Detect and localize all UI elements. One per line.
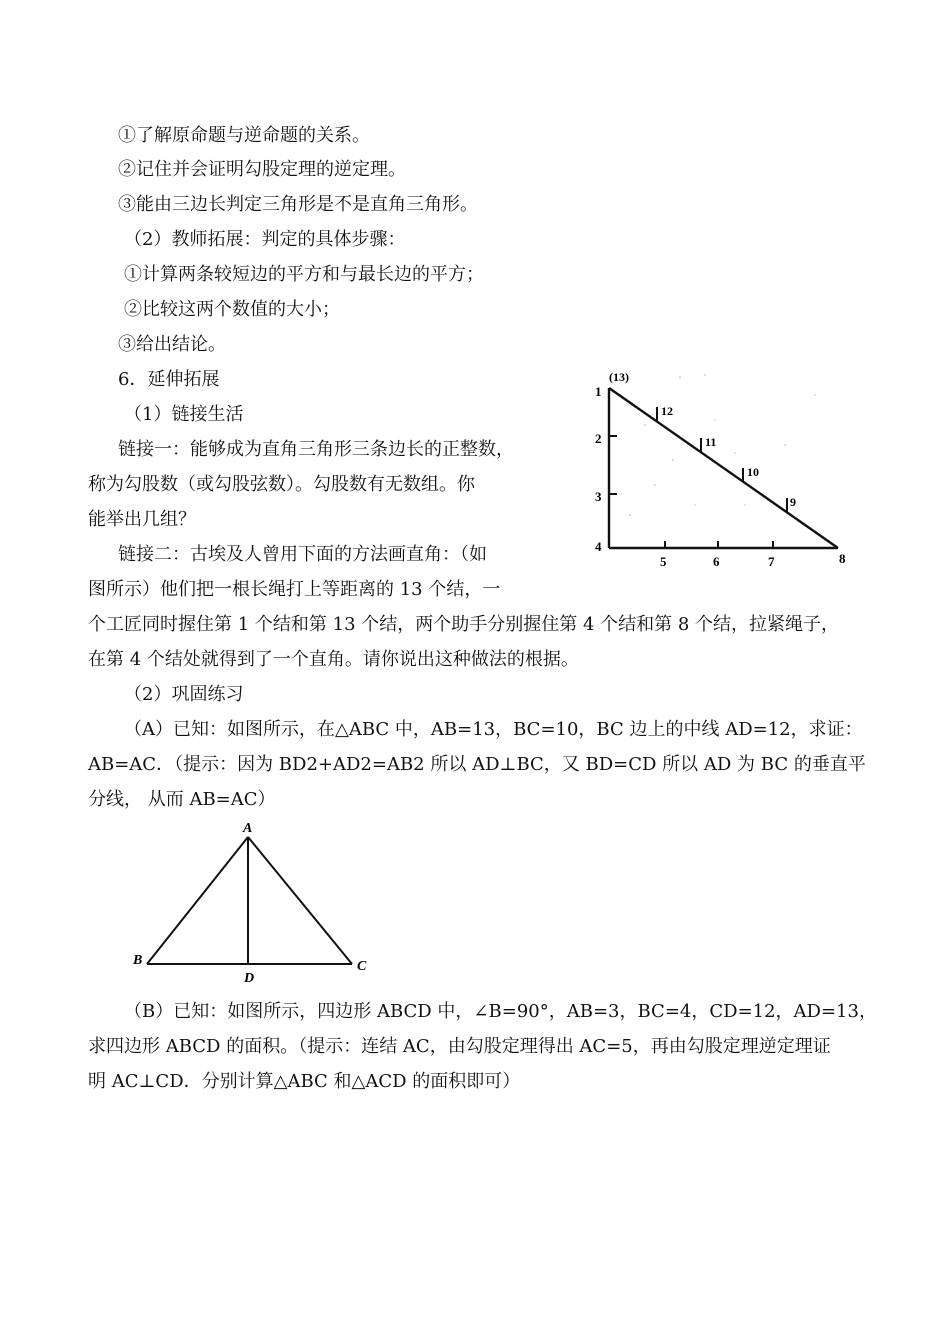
label-knot-8: 8 (839, 551, 846, 566)
goal-2: ②记住并会证明勾股定理的逆定理。 (118, 159, 406, 180)
step-2: ②比较这两个数值的大小； (124, 299, 340, 320)
label-13: (13) (609, 370, 629, 384)
link2-line-4: 在第 4 个结处就得到了一个直角。请你说出这种做法的根据。 (88, 649, 579, 670)
label-b: B (133, 953, 143, 968)
label-knot-4: 4 (595, 539, 602, 554)
label-knot-2: 2 (595, 431, 602, 446)
label-knot-7: 7 (768, 554, 775, 569)
subsection-link-life: （1）链接生活 (124, 404, 244, 425)
teacher-extension-heading: （2）教师拓展：判定的具体步骤： (124, 229, 406, 250)
link2-line-3: 个工匠同时握住第 1 个结和第 13 个结，两个助手分别握住第 4 个结和第 8 个结，拉紧绳子， (88, 614, 840, 635)
label-knot-1: 1 (595, 384, 602, 399)
subsection-practice: （2）巩固练习 (124, 684, 244, 705)
label-knot-5: 5 (660, 554, 667, 569)
link2-line-2: 图所示）他们把一根长绳打上等距离的 13 个结，一 (88, 579, 501, 600)
exA-line-1: （A）已知：如图所示，在△ABC 中，AB=13，BC=10，BC 边上的中线 AD=12，求证： (124, 719, 863, 740)
goal-1: ①了解原命题与逆命题的关系。 (118, 125, 370, 146)
exA-line-3: 分线， 从而 AB=AC） (88, 789, 276, 810)
goal-3: ③能由三边长判定三角形是不是直角三角形。 (118, 194, 478, 215)
rope-right-triangle-figure (585, 365, 860, 575)
exA-line-2: AB=AC．（提示：因为 BD2+AD2=AB2 所以 AD⊥BC，又 BD=CD 所以 AD 为 BC 的垂直平 (88, 754, 866, 775)
step-3: ③给出结论。 (118, 334, 226, 355)
label-knot-9: 9 (790, 495, 796, 509)
side-ab (147, 837, 248, 964)
label-knot-3: 3 (595, 489, 602, 504)
exB-line-1: （B）已知：如图所示，四边形 ABCD 中，∠B=90°，AB=3，BC=4，CD=12，AD=13， (124, 1001, 877, 1022)
section-6-heading: 6．延伸拓展 (118, 369, 220, 390)
link1-line-3: 能举出几组？ (88, 509, 196, 530)
label-a: A (243, 821, 253, 836)
label-knot-11: 11 (705, 435, 717, 449)
hypotenuse (609, 388, 838, 548)
step-1: ①计算两条较短边的平方和与最长边的平方； (124, 264, 484, 285)
label-knot-6: 6 (713, 554, 720, 569)
side-ac (248, 837, 352, 964)
scan-speckles (629, 374, 815, 516)
label-c: C (357, 959, 367, 974)
exB-line-2: 求四边形 ABCD 的面积。（提示：连结 AC，由勾股定理得出 AC=5，再由勾股定理逆定理证 (88, 1036, 831, 1057)
exB-line-3: 明 AC⊥CD．分别计算△ABC 和△ACD 的面积即可） (88, 1071, 521, 1092)
triangle-abc-figure (125, 818, 385, 988)
link1-line-2: 称为勾股数（或勾股弦数）。勾股数有无数组。你 (88, 474, 475, 495)
link1-line-1: 链接一：能够成为直角三角形三条边长的正整数， (118, 439, 514, 460)
label-knot-12: 12 (661, 404, 673, 418)
label-d: D (244, 971, 255, 986)
link2-line-1: 链接二：古埃及人曾用下面的方法画直角：（如 (118, 544, 487, 565)
label-knot-10: 10 (747, 465, 759, 479)
